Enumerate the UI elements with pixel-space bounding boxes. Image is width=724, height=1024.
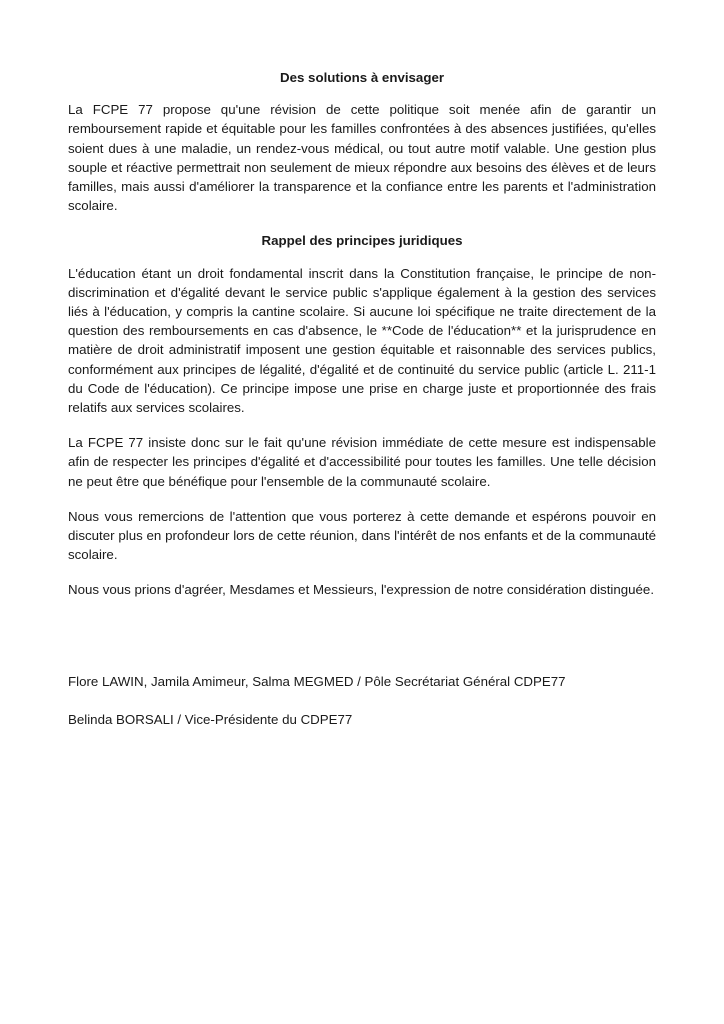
section-title-legal-principles: Rappel des principes juridiques <box>261 233 463 249</box>
signature-vice-president: Belinda BORSALI / Vice-Présidente du CDPE77 <box>68 712 353 728</box>
paragraph-solutions: La FCPE 77 propose qu'une révision de cette politique soit menée afin de garantir un remboursement rapide et équitable pour les familles confrontées à des absences justifiées, qu'elles soient dues à une maladie, un rendez-vous médical, ou tout autre motif valable. Une gestion plus souple et réactive permettrait non seulement de mieux répondre aux besoins des élèves et de leurs familles, mais aussi d'améliorer la transparence et la confiance entre les parents et l'administration scolaire. <box>68 102 656 214</box>
paragraph-legal-principles: L'éducation étant un droit fondamental inscrit dans la Constitution française, le principe de non-discrimination et d'égalité devant le service public s'applique également à la gestion des services liés à l'éducation, y compris la cantine scolaire. Si aucune loi spécifique ne traite directement de la question des remboursements en cas d'absence, le **Code de l'éducation** et la jurisprudence en matière de droit administratif imposent une gestion équitable et raisonnable des services publics, conformément aux principes de légalité, d'égalité et de continuité du service public (article L. 211-1 du Code de l'éducation). Ce principe impose une prise en charge juste et proportionnée des frais relatifs aux services scolaires. <box>68 265 656 416</box>
letter-body <box>68 68 656 600</box>
section-title-solutions: Des solutions à envisager <box>279 70 445 85</box>
paragraph-closing-formula: Nous vous prions d'agréer, Mesdames et Messieurs, l'expression de notre considération distinguée. <box>68 582 655 598</box>
signature-secretariat: Flore LAWIN, Jamila Amimeur, Salma MEGMED / Pôle Secrétariat Général CDPE77 <box>68 674 566 689</box>
paragraph-thanks: Nous vous remercions de l'attention que vous porterez à cette demande et espérons pouvoir en discuter plus en profondeur lors de cette réunion, dans l'intérêt de nos enfants et de la communauté scolaire. <box>68 508 656 563</box>
signature-block <box>68 672 656 748</box>
paragraph-revision-request: La FCPE 77 insiste donc sur le fait qu'une révision immédiate de cette mesure est indispensable afin de respecter les principes d'égalité et d'accessibilité pour toutes les familles. Une telle décision ne peut être que bénéfique pour l'ensemble de la communauté scolaire. <box>68 435 656 489</box>
